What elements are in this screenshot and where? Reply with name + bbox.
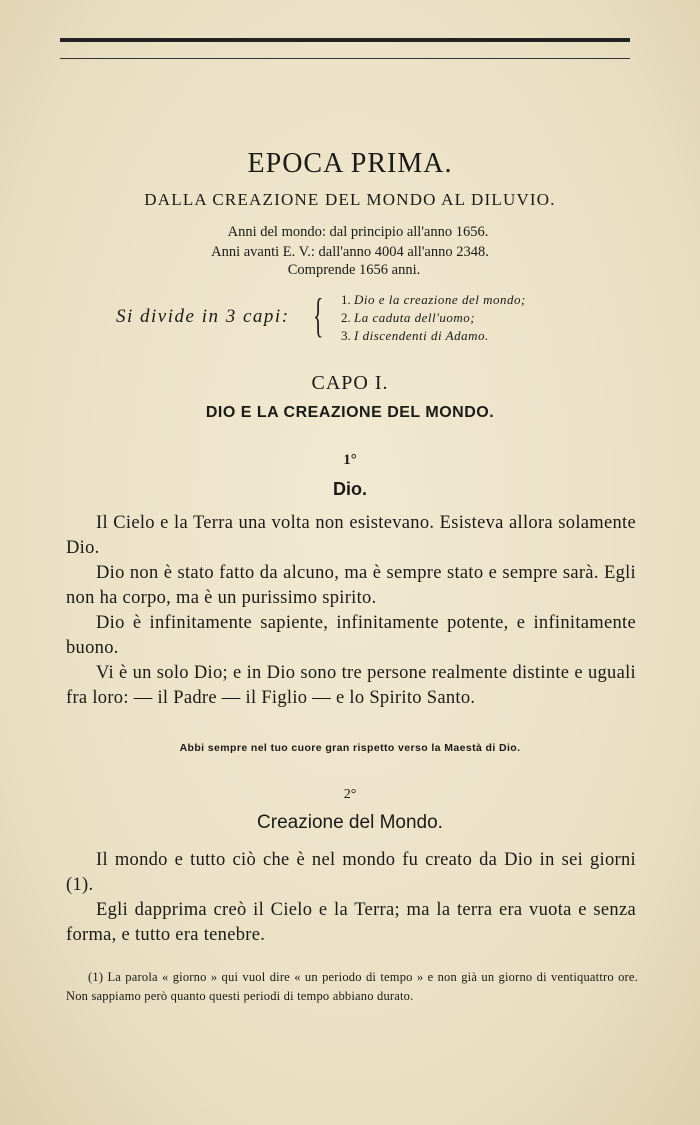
section-title: Creazione del Mondo. <box>257 812 443 833</box>
brace-glyph: { <box>313 289 324 342</box>
chapter-list <box>341 291 526 345</box>
top-rule-thin <box>60 58 630 59</box>
chapter-number: 2. <box>341 310 351 325</box>
chapter-title: DIO E LA CREAZIONE DEL MONDO. <box>205 404 495 421</box>
chapter-item <box>341 309 526 327</box>
meta-years-before-era: Anni avanti E. V.: dall'anno 4004 all'anno 2348. <box>211 244 489 260</box>
footnote: (1) La parola « giorno » qui vuol dire « un periodo di tempo » e non già un giorno di ventiquattro ore. Non sappiamo però quanto questi periodi di tempo abbiano durato. <box>66 970 638 1003</box>
section-body <box>66 511 636 711</box>
section-title: Dio. <box>333 479 367 499</box>
chapter-number: 1. <box>341 292 351 307</box>
chapter-item <box>341 327 526 345</box>
paragraph: Il Cielo e la Terra una volta non esistevano. Esisteva allora solamente Dio. <box>66 513 636 558</box>
paragraph: Egli dapprima creò il Cielo e la Terra; ma la terra era vuota e senza forma, e tutto era tenebre. <box>66 900 636 945</box>
meta-years-world: Anni del mondo: dal principio all'anno 1656. <box>227 224 489 240</box>
chapter-item <box>341 291 526 309</box>
section-body <box>66 848 636 948</box>
chapter-text: Dio e la creazione del mondo; <box>354 292 526 307</box>
paragraph: Il mondo e tutto ciò che è nel mondo fu creato da Dio in sei giorni (1). <box>66 850 636 895</box>
chapter-text: La caduta dell'uomo; <box>354 310 476 325</box>
paragraph: Dio non è stato fatto da alcuno, ma è sempre stato e sempre sarà. Egli non ha corpo, ma è un purissimo spirito. <box>66 563 636 608</box>
chapter-text: I discendenti di Adamo. <box>354 328 489 343</box>
meta-duration: Comprende 1656 anni. <box>287 262 421 278</box>
epoch-subtitle: DALLA CREAZIONE DEL MONDO AL DILUVIO. <box>144 190 556 209</box>
divide-label: Si divide in 3 capi: <box>116 306 290 327</box>
section-number: 2° <box>343 787 357 802</box>
chapter-heading: CAPO I. <box>311 372 389 394</box>
epoch-title: EPOCA PRIMA. <box>247 148 453 179</box>
chapter-number: 3. <box>341 328 351 343</box>
top-rule-thick <box>60 38 630 42</box>
section-number: 1° <box>343 452 357 468</box>
paragraph: Dio è infinitamente sapiente, infinitamente potente, e infinitamente buono. <box>66 613 636 658</box>
advice-note: Abbi sempre nel tuo cuore gran rispetto verso la Maestà di Dio. <box>179 742 521 754</box>
paragraph: Vi è un solo Dio; e in Dio sono tre persone realmente distinte e uguali fra loro: — il Padre — il Figlio — e lo Spirito Santo. <box>66 663 636 708</box>
